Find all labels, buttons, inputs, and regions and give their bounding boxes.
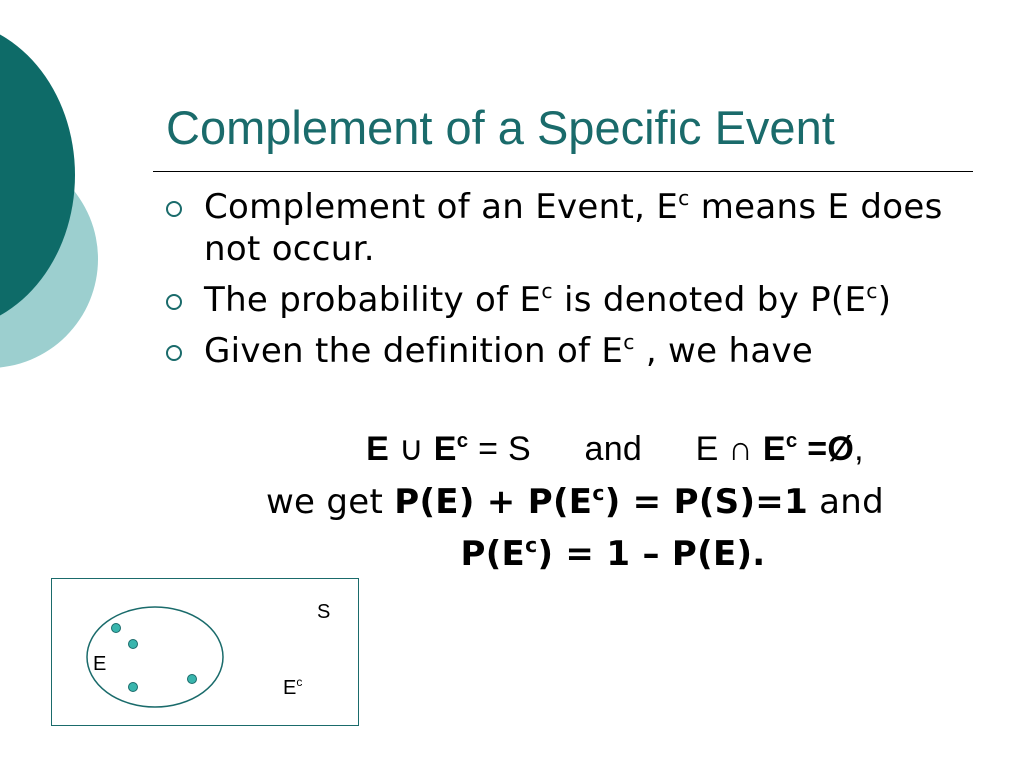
set-identity-equation: E ∪ $E^c = S$ and E ∩ $E^c$ =Ø, — [366, 429, 864, 468]
event-ellipse — [87, 607, 223, 707]
title-divider — [153, 171, 973, 172]
event-label: E — [93, 653, 107, 675]
outcome-dot — [129, 640, 138, 649]
slide-title: Complement of a Specific Event — [166, 101, 835, 154]
bullet-item: Complement of an Event, $E^c$ means E does not occur. — [160, 186, 980, 270]
bullet-item: The probability of $E^c$ is denoted by $P(E^c)$ — [160, 279, 980, 321]
complement-rule-equation: $P(E^c) = 1 - P(E)$. — [460, 532, 766, 574]
venn-diagram-shapes — [52, 579, 358, 725]
outcome-dot — [188, 675, 197, 684]
hollow-circle-bullet-icon — [166, 294, 182, 310]
outcome-dot — [112, 624, 121, 633]
bullet-item: Given the definition of $E^c$ , we have — [160, 330, 980, 372]
outcome-dot — [129, 683, 138, 692]
complement-label: $E^c$ — [283, 675, 303, 699]
probability-sum-equation: we get $P(E) + P(E^c) = P(S)=1$ and — [265, 480, 885, 522]
bullet-list — [160, 186, 980, 381]
venn-diagram — [51, 578, 359, 726]
hollow-circle-bullet-icon — [166, 201, 182, 217]
sample-space-label: S — [317, 601, 331, 623]
hollow-circle-bullet-icon — [166, 345, 182, 361]
